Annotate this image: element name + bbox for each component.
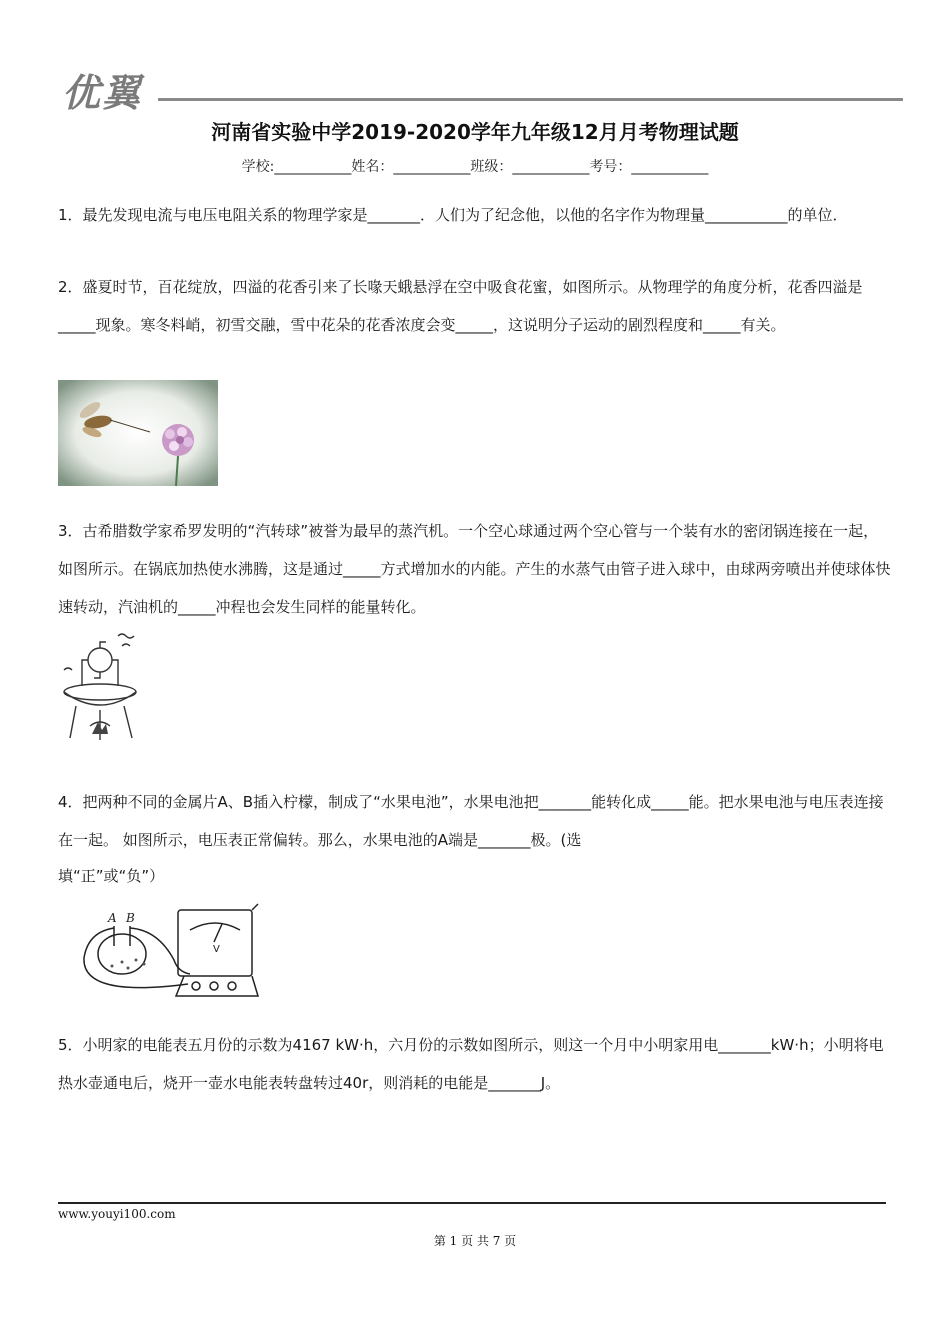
- label-a: A: [108, 911, 117, 925]
- logo-rule: [158, 98, 903, 101]
- question-4-continued: 填“正”或“负”）: [58, 867, 165, 885]
- question-3: 3．古希腊数学家希罗发明的“汽转球”被誉为最早的蒸汽机。一个空心球通过两个空心管与一个装有水的密闭锅连接在一起，如图所示。在锅底加热使水沸腾，这是通过_____方式增加水的内能。产生的水蒸气由管子进入球中，由球两旁喷出并使球体快速转动，汽油机的_____冲程也会发生同样的能量转化。: [58, 522, 891, 616]
- footer-rule: [58, 1202, 886, 1204]
- question-2: 2．盛夏时节，百花绽放，四溢的花香引来了长喙天蛾悬浮在空中吸食花蜜，如图所示。从物理学的角度分析，花香四溢是_____现象。寒冬料峭，初雪交融，雪中花朵的花香浓度会变_____，这说明分子运动的剧烈程度和_____有关。: [58, 278, 863, 334]
- question-5: 5．小明家的电能表五月份的示数为4167 kW·h，六月份的示数如图所示，则这一个月中小明家用电_______kW·h；小明将电热水壶通电后，烧开一壶水电能表转盘转过40r，则消耗的电能是_______J。: [58, 1036, 884, 1092]
- question-1: 1．最先发现电流与电压电阻关系的物理学家是_______．人们为了纪念他，以他的名字作为物理量___________的单位．: [58, 206, 848, 224]
- footer-url: www.youyi100.com: [58, 1207, 176, 1221]
- logo-text: 优翼: [62, 71, 143, 115]
- page-number: 第 1 页 共 7 页: [433, 1234, 517, 1248]
- label-b: B: [126, 911, 135, 925]
- fruit-battery-figure: [78, 902, 278, 1008]
- hawkmoth-flower-figure: [58, 380, 218, 486]
- logo: [58, 62, 903, 115]
- student-info-line: 学校:___________姓名：___________班级：___________考号：___________: [241, 159, 709, 175]
- aeolipile-figure: [60, 626, 150, 752]
- voltmeter-label: V: [213, 944, 220, 955]
- question-4: 4．把两种不同的金属片A、B插入柠檬，制成了“水果电池”，水果电池把_______能转化成_____能。把水果电池与电压表连接在一起。 如图所示，电压表正常偏转。那么，水果电池的A端是_______极。(选: [58, 793, 884, 849]
- page-title: 河南省实验中学2019-2020学年九年级12月月考物理试题: [211, 120, 739, 144]
